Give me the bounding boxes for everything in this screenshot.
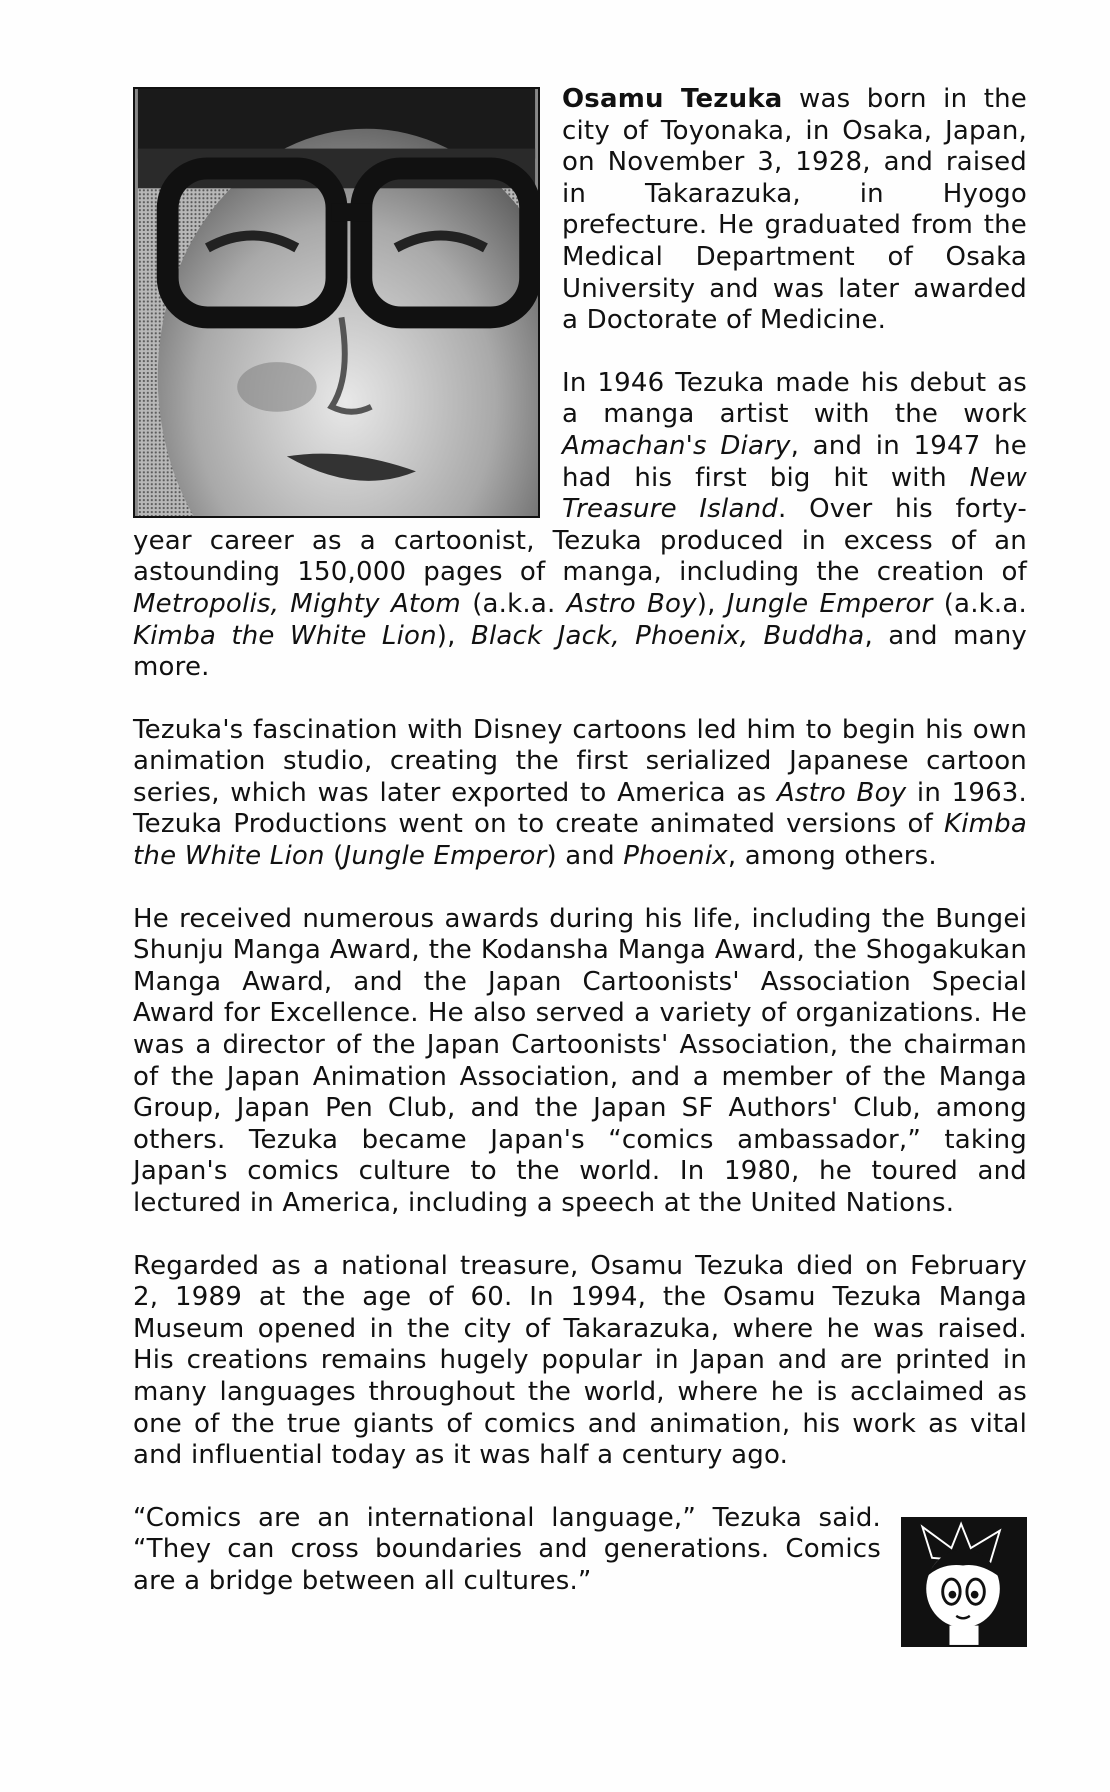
work-title: Phoenix <box>623 841 728 872</box>
paragraph-birth-text: was born in the city of Toyonaka, in Osaka, Japan, on November 3, 1928, and raised in Takarazuka, in Hyogo prefecture. He graduated from the Medical Department of Osaka University and was later awarded a Doctorate of Medicine. <box>562 84 1027 336</box>
paragraph-quote: “Comics are an international language,” Tezuka said. “They can cross boundaries and generations. Comics are a bridge between all cultures.” <box>133 1502 881 1596</box>
author-name: Osamu Tezuka <box>562 84 783 114</box>
work-title: Amachan's Diary <box>562 430 791 461</box>
work-title: New Treasure Island <box>562 462 1027 525</box>
text-span: , and many more. <box>133 620 1027 683</box>
work-title: Metropolis, Mighty Atom <box>133 588 461 619</box>
text-span: ( <box>333 841 344 872</box>
biography-text <box>133 84 1027 1647</box>
text-span: In 1946 Tezuka made his debut as a manga artist with the work <box>562 367 1027 430</box>
astro-boy-icon <box>903 1519 1025 1645</box>
work-title: Astro Boy <box>566 588 697 619</box>
work-title: Jungle Emperor <box>343 841 547 872</box>
text-span: . Over his forty-year career as a cartoonist, Tezuka produced in excess of an astounding 150,000 pages of manga, including the creation of <box>133 494 1027 588</box>
work-title: Astro Boy <box>776 777 907 808</box>
text-span: ), <box>436 620 456 651</box>
text-span: (a.k.a. <box>943 588 1027 619</box>
text-span: , among others. <box>727 841 937 872</box>
work-title: Jungle Emperor <box>726 588 933 619</box>
paragraph-animation <box>133 715 1027 873</box>
text-span: , and in 1947 he had his first big hit with <box>562 430 1027 493</box>
work-title: Black Jack, Phoenix, Buddha <box>470 620 865 651</box>
text-span: in 1963. Tezuka Productions went on to create animated versions of <box>133 777 1028 840</box>
work-title: Kimba the White Lion <box>133 620 437 651</box>
astro-boy-illustration <box>901 1517 1027 1647</box>
text-span: Tezuka's fascination with Disney cartoons led him to begin his own animation studio, creating the first serialized Japanese cartoon series, which was later exported to America as <box>133 714 1027 808</box>
paragraph-awards: He received numerous awards during his life, including the Bungei Shunju Manga Award, the Kodansha Manga Award, the Shogakukan Manga Award, and the Japan Cartoonists' Association Special Award for Excellence. He also served a variety of organizations. He was a director of the Japan Cartoonists' Association, the chairman of the Japan Animation Association, and a member of the Manga Group, Japan Pen Club, and the Japan SF Authors' Club, among others. Tezuka became Japan's “comics ambassador,” taking Japan's comics culture to the world. In 1980, he toured and lectured in America, including a speech at the United Nations. <box>133 903 1027 1218</box>
work-title: Kimba the White Lion <box>133 809 1027 872</box>
paragraph-legacy: Regarded as a national treasure, Osamu Tezuka died on February 2, 1989 at the age of 60. In 1994, the Osamu Tezuka Manga Museum opened in the city of Takarazuka, where he was raised. His creations remains hugely popular in Japan and are printed in many languages throughout the world, where he is acclaimed as one of the true giants of comics and animation, his work as vital and influential today as it was half a century ago. <box>133 1250 1027 1471</box>
text-span: ), <box>696 588 716 619</box>
portrait-image <box>135 89 538 516</box>
text-span: ) and <box>546 841 615 872</box>
text-span: (a.k.a. <box>472 588 556 619</box>
author-portrait-photo <box>133 87 540 518</box>
